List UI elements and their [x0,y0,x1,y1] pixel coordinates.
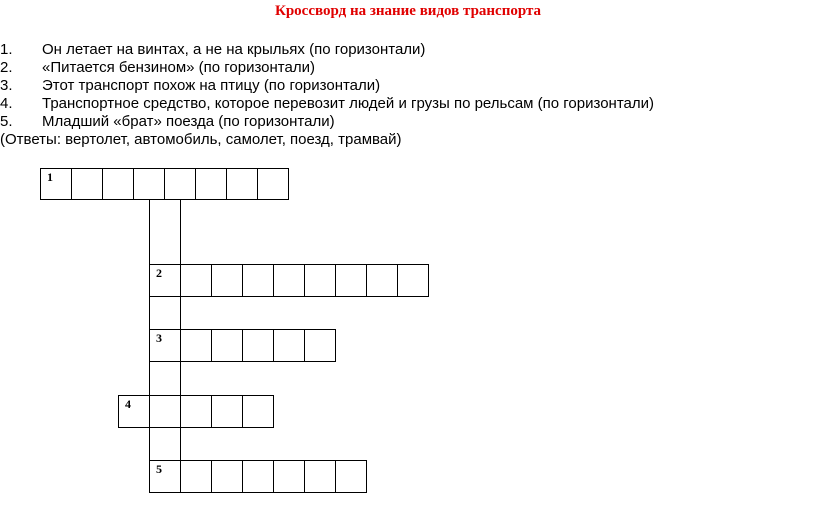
crossword-cell [335,460,367,493]
crossword-cell [273,264,305,297]
clue-text: «Питается бензином» (по горизонтали) [42,59,315,76]
crossword-cell [180,264,212,297]
connector-cell [149,361,181,396]
clue-text: Он летает на винтах, а не на крыльях (по горизонтали) [42,41,426,58]
crossword-cell [242,329,274,362]
crossword-cell [40,168,72,200]
crossword-cell [304,329,336,362]
clue-number: 5. [0,113,13,130]
crossword-cell [366,264,398,297]
crossword-cell [211,264,243,297]
crossword-cell [273,460,305,493]
connector-cell [149,296,181,330]
crossword-cell [149,460,181,493]
crossword-cell [71,168,103,200]
word-number: 3 [156,331,162,345]
crossword-cell [180,460,212,493]
crossword-cell [273,329,305,362]
clue-number: 1. [0,41,13,58]
crossword-cell [164,168,196,200]
crossword-cell [211,460,243,493]
clue-number: 2. [0,59,13,76]
word-number: 1 [47,170,53,184]
answers-line: (Ответы: вертолет, автомобиль, самолет, поезд, трамвай) [0,131,402,148]
crossword-cell [304,264,336,297]
connector-cell [149,427,181,461]
clue-text: Этот транспорт похож на птицу (по горизонтали) [42,77,381,94]
connector-cell [149,199,181,265]
crossword-cell [149,264,181,297]
word-number: 5 [156,462,162,476]
crossword-cell [397,264,429,297]
crossword-cell [102,168,134,200]
crossword-cell [211,329,243,362]
crossword-cell [242,395,274,428]
clue-text: Транспортное средство, которое перевозит людей и грузы по рельсам (по горизонтали) [42,95,655,112]
crossword-cell [195,168,227,200]
crossword-cell [149,329,181,362]
page-title: Кроссворд на знание видов транспорта [274,3,542,19]
word-number: 2 [156,266,162,280]
clue-number: 3. [0,77,13,94]
crossword-cell [226,168,258,200]
crossword-cell [149,395,181,428]
clue-number: 4. [0,95,13,112]
crossword-cell [242,460,274,493]
crossword-cell [335,264,367,297]
clue-text: Младший «брат» поезда (по горизонтали) [42,113,335,130]
word-number: 4 [125,397,131,411]
crossword-cell [118,395,150,428]
crossword-cell [180,395,212,428]
crossword-cell [133,168,165,200]
crossword-cell [242,264,274,297]
crossword-cell [180,329,212,362]
crossword-cell [304,460,336,493]
crossword-cell [257,168,289,200]
crossword-cell [211,395,243,428]
